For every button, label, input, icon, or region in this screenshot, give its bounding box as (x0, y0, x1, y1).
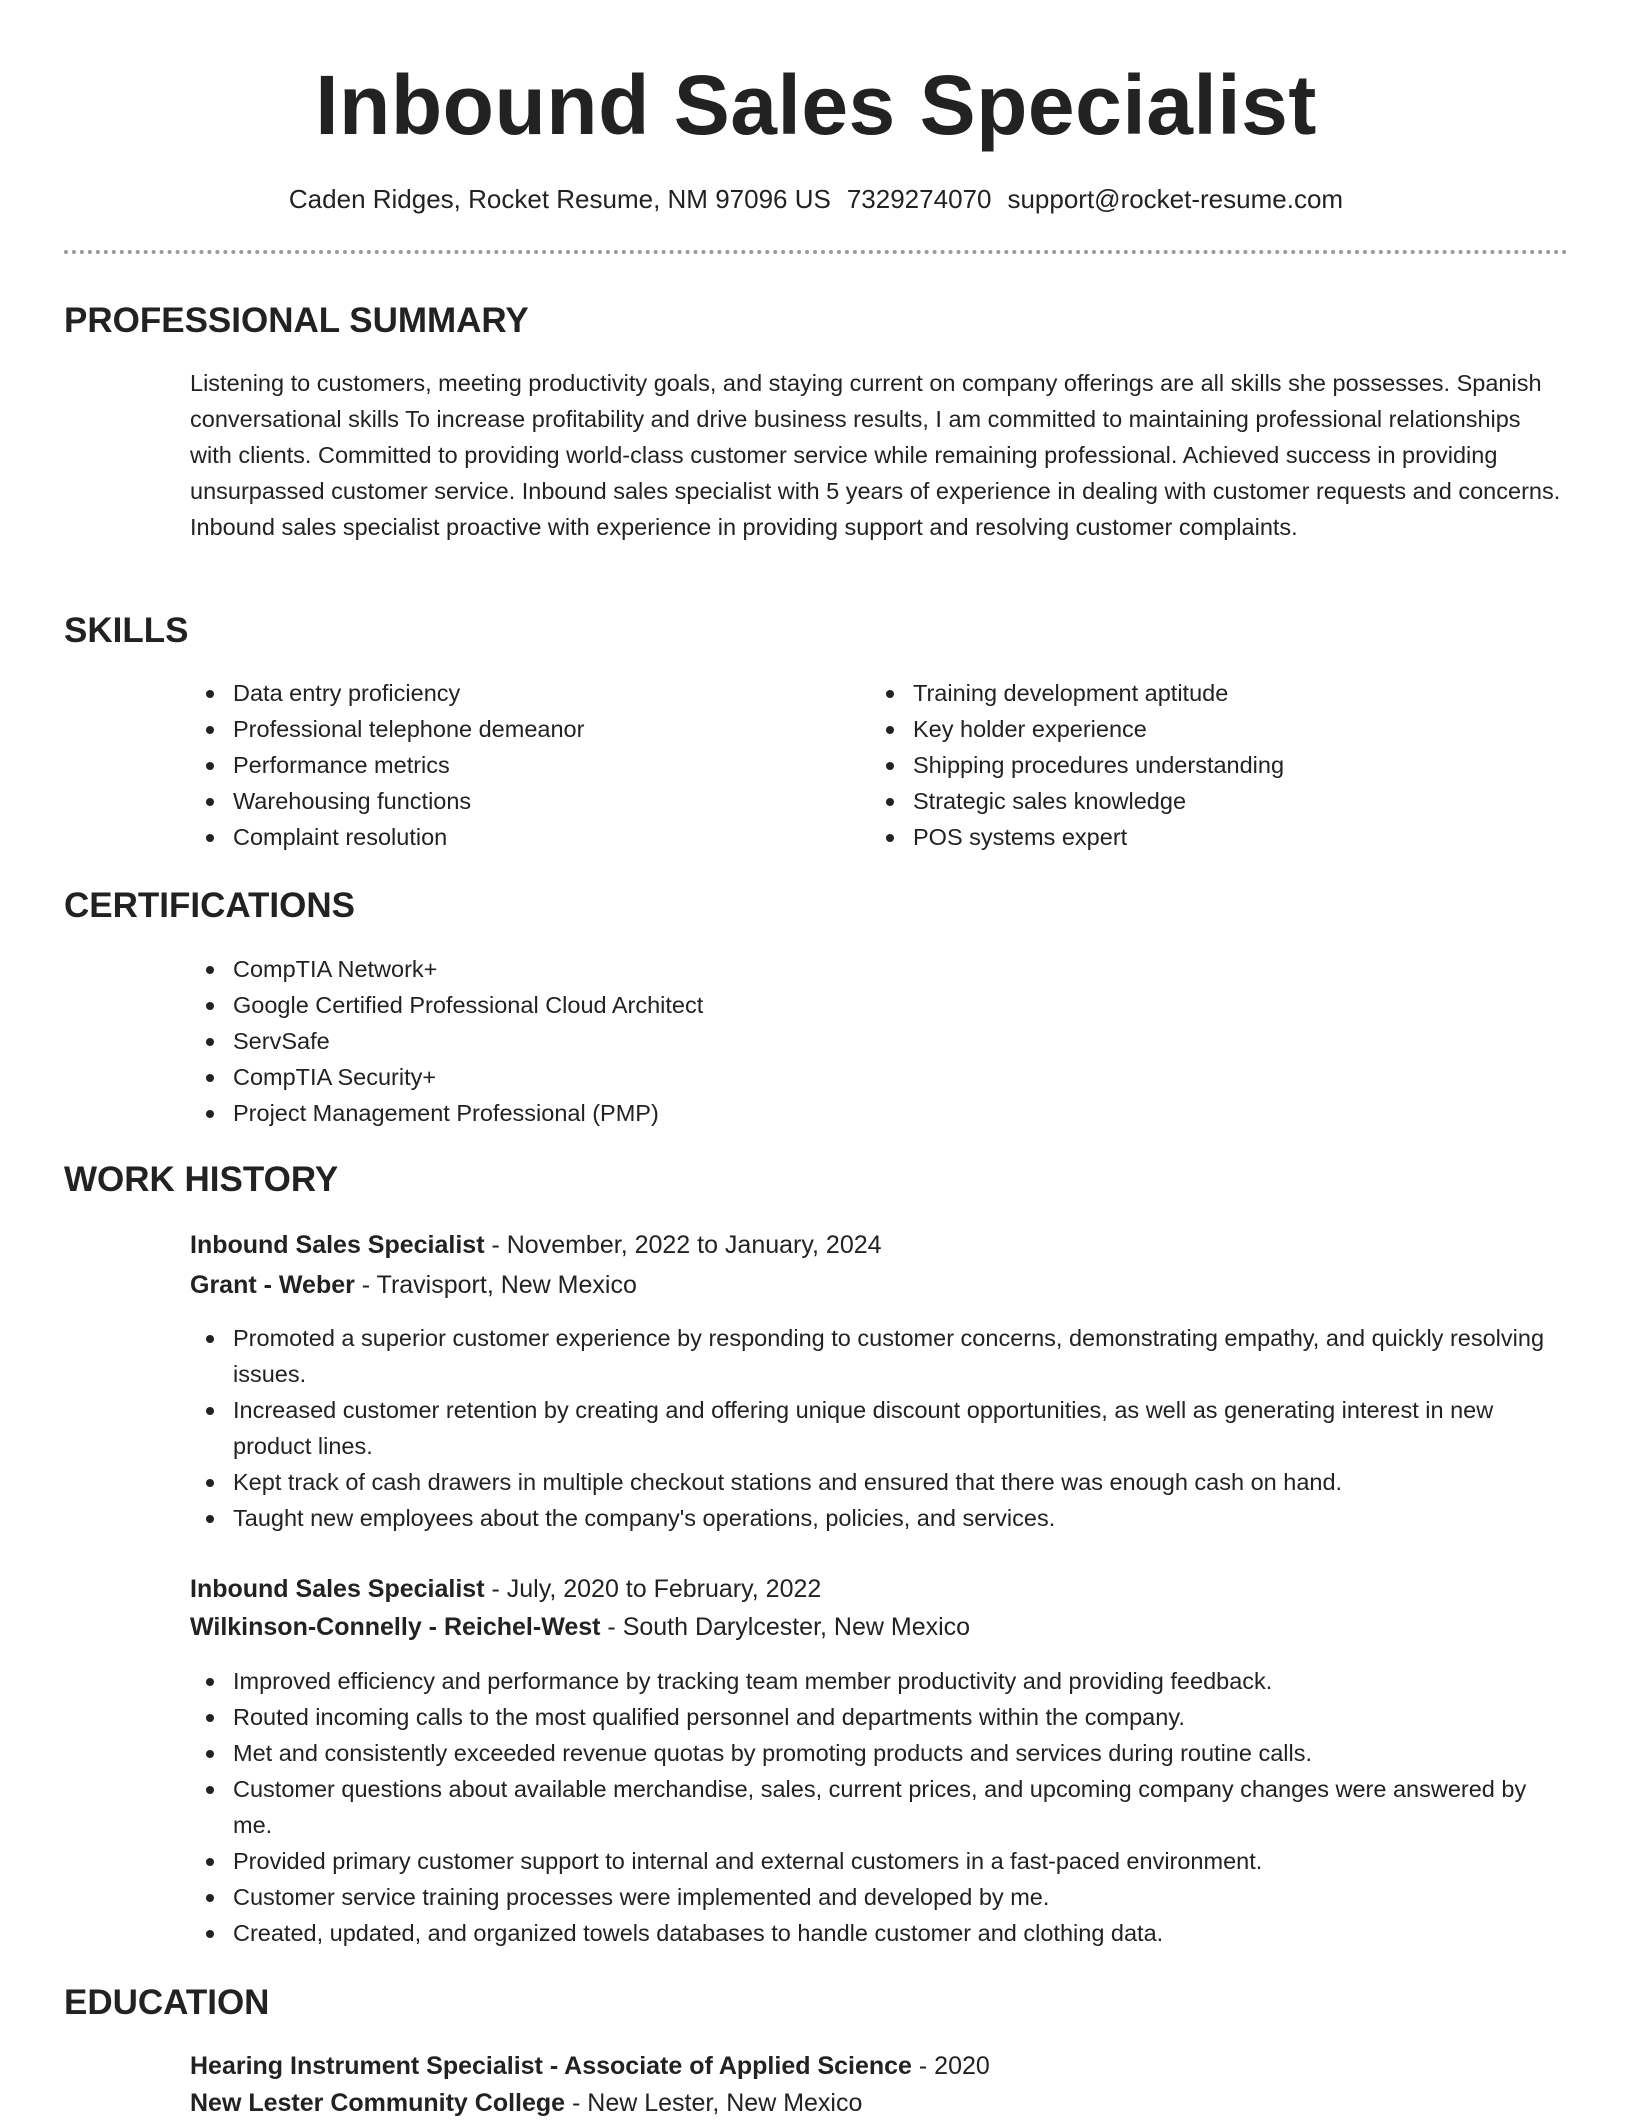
job-dates: - July, 2020 to February, 2022 (484, 1575, 822, 1603)
list-item: CompTIA Security+ (190, 1059, 1568, 1095)
skills-list-left (190, 675, 830, 855)
list-item: Customer questions about available merchandise, sales, current prices, and upcoming company changes were answered by me. (190, 1771, 1568, 1843)
job-company-line (190, 1267, 637, 1303)
education-year: - 2020 (911, 2052, 990, 2080)
job-role: Inbound Sales Specialist (190, 1575, 485, 1603)
list-item: Created, updated, and organized towels databases to handle customer and clothing data. (190, 1915, 1568, 1951)
work-history-heading: WORK HISTORY (64, 1160, 339, 1199)
list-item: CompTIA Network+ (190, 951, 1568, 987)
list-item: Complaint resolution (190, 819, 830, 855)
list-item: Strategic sales knowledge (870, 783, 1568, 819)
list-item: Increased customer retention by creating and offering unique discount opportunities, as well as generating interest in new product lines. (190, 1392, 1568, 1464)
list-item: Promoted a superior customer experience by responding to customer concerns, demonstrating empathy, and quickly resolving issues. (190, 1320, 1568, 1392)
list-item: Training development aptitude (870, 675, 1568, 711)
job-company: Grant - Weber (190, 1271, 355, 1299)
education-school-line (190, 2085, 862, 2121)
certifications-list (190, 951, 1568, 1131)
list-item: POS systems expert (870, 819, 1568, 855)
list-item: Warehousing functions (190, 783, 830, 819)
certifications-heading: CERTIFICATIONS (64, 886, 356, 925)
list-item: Improved efficiency and performance by tracking team member productivity and providing feedback. (190, 1663, 1568, 1699)
list-item: Data entry proficiency (190, 675, 830, 711)
resume-title: Inbound Sales Specialist (315, 58, 1317, 152)
list-item: Routed incoming calls to the most qualified personnel and departments within the company. (190, 1699, 1568, 1735)
list-item: Google Certified Professional Cloud Architect (190, 987, 1568, 1023)
list-item: Professional telephone demeanor (190, 711, 830, 747)
list-item: Key holder experience (870, 711, 1568, 747)
header-divider (64, 250, 1568, 254)
list-item: Project Management Professional (PMP) (190, 1095, 1568, 1131)
skills-list-right (870, 675, 1568, 855)
contact-phone: 7329274070 (846, 184, 992, 214)
education-heading: EDUCATION (64, 1983, 270, 2022)
summary-heading: PROFESSIONAL SUMMARY (64, 301, 529, 340)
list-item: Met and consistently exceeded revenue quotas by promoting products and services during routine calls. (190, 1735, 1568, 1771)
contact-address: Caden Ridges, Rocket Resume, NM 97096 US (288, 184, 831, 214)
job-role: Inbound Sales Specialist (190, 1231, 485, 1259)
skills-heading: SKILLS (64, 611, 189, 650)
education-location: - New Lester, New Mexico (565, 2089, 863, 2117)
list-item: ServSafe (190, 1023, 1568, 1059)
education-degree-line (190, 2048, 990, 2084)
list-item: Taught new employees about the company's operations, policies, and services. (190, 1500, 1568, 1536)
job-company-line (190, 1609, 970, 1645)
list-item: Kept track of cash drawers in multiple checkout stations and ensured that there was enough cash on hand. (190, 1464, 1568, 1500)
job-dates: - November, 2022 to January, 2024 (484, 1231, 882, 1259)
job-title-line (190, 1571, 821, 1607)
list-item: Performance metrics (190, 747, 830, 783)
job-title-line (190, 1227, 882, 1263)
job-company: Wilkinson-Connelly - Reichel-West (190, 1613, 601, 1641)
education-school: New Lester Community College (190, 2089, 566, 2117)
list-item: Provided primary customer support to internal and external customers in a fast-paced environment. (190, 1843, 1568, 1879)
job-location: - Travisport, New Mexico (354, 1271, 637, 1299)
job-bullets (190, 1663, 1568, 1951)
contact-email: support@rocket-resume.com (1007, 184, 1344, 214)
education-degree: Hearing Instrument Specialist - Associate of Applied Science (190, 2052, 912, 2080)
job-bullets (190, 1320, 1568, 1536)
list-item: Customer service training processes were implemented and developed by me. (190, 1879, 1568, 1915)
summary-text: Listening to customers, meeting productivity goals, and staying current on company offerings are all skills she possesses. Spanish conversational skills To increase profitability and drive business results, I am committed to maintaining professional relationships with clients. Committed to providing world-class customer service while remaining professional. Achieved success in providing unsurpassed customer service. Inbound sales specialist with 5 years of experience in dealing with customer requests and concerns. Inbound sales specialist proactive with experience in providing support and resolving customer complaints. (190, 370, 1561, 540)
contact-line (0, 182, 1632, 216)
job-location: - South Darylcester, New Mexico (600, 1613, 971, 1641)
list-item: Shipping procedures understanding (870, 747, 1568, 783)
